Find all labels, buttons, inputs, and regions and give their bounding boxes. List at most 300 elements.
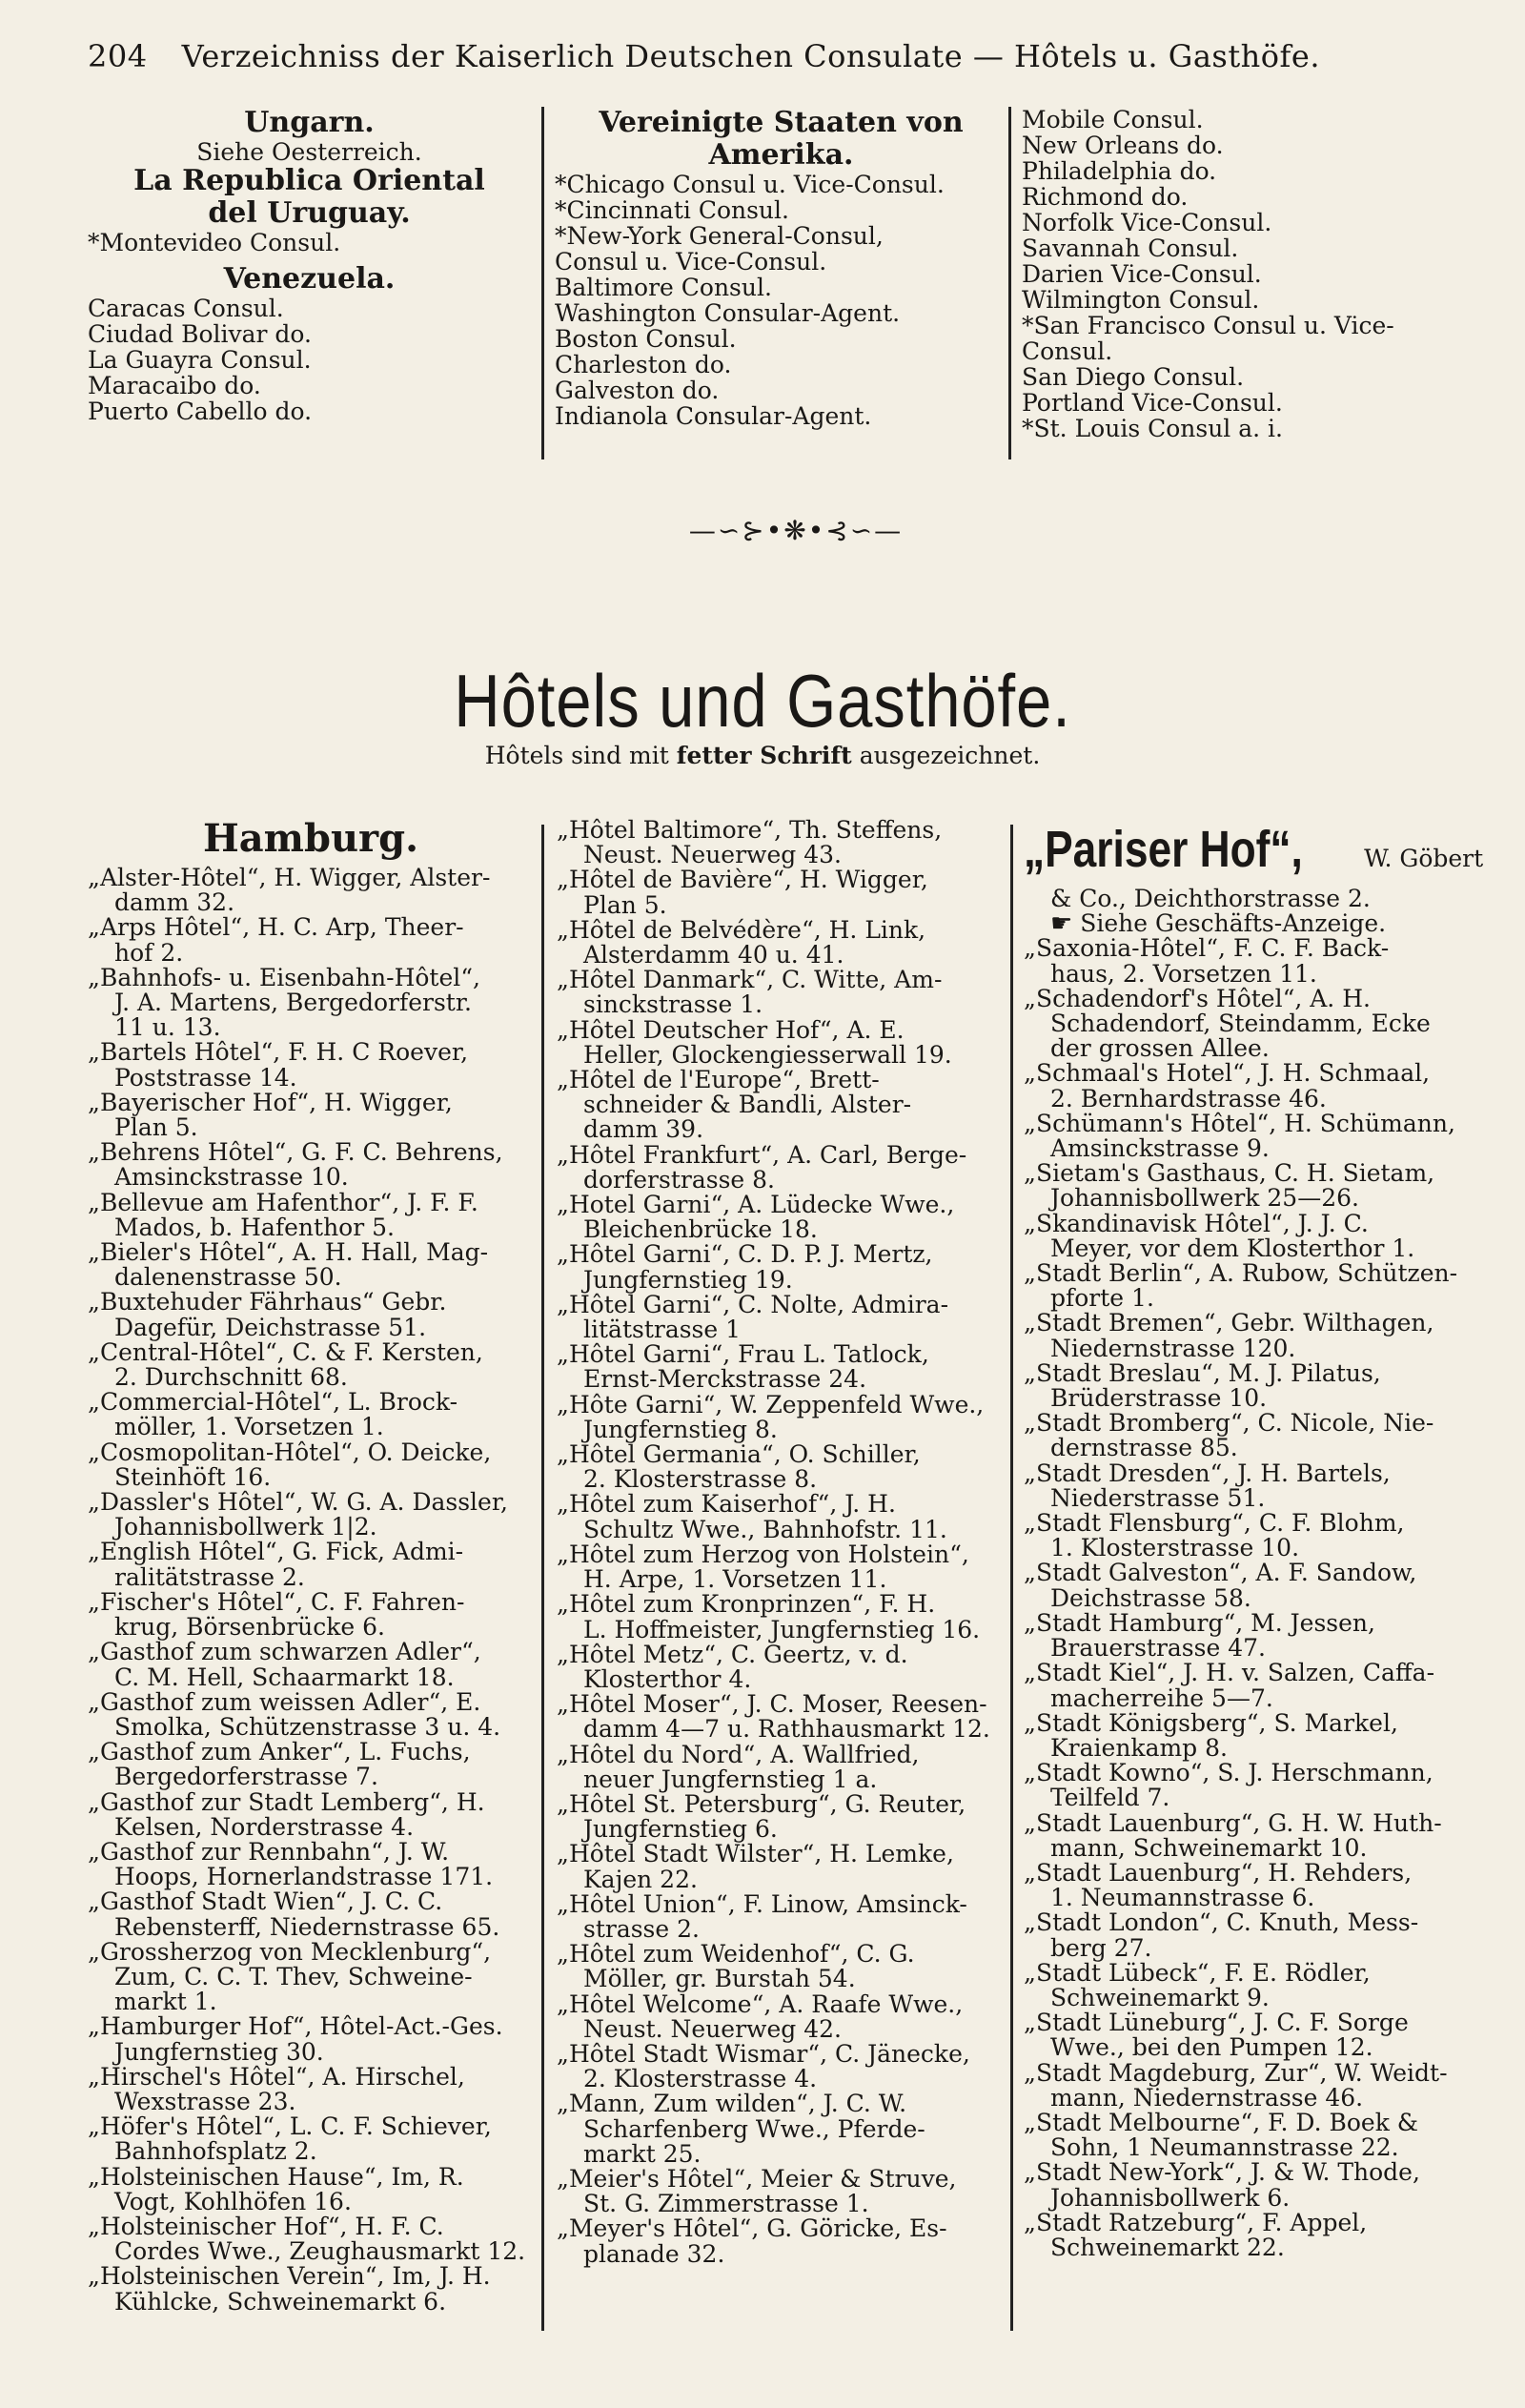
hotel-address-line: Bergedorferstrasse 7. <box>114 1763 378 1791</box>
hotel-entry <box>557 1992 1005 2042</box>
hotel-name-line: „Bieler's Hôtel“, A. H. Hall, Mag- <box>88 1238 489 1267</box>
pariser-hof-owner: W. Göbert <box>1364 845 1484 872</box>
hotel-name-line: „Stadt Lüneburg“, J. C. F. Sorge <box>1024 2009 1409 2037</box>
hotel-address-line: Klosterthor 4. <box>583 1664 752 1693</box>
consulate-line: *New-York General-Consul, <box>555 222 884 250</box>
hotel-name-line: „Behrens Hôtel“, G. F. C. Behrens, <box>88 1138 503 1167</box>
hotel-entry <box>88 1040 534 1090</box>
hotel-name-line: „Sietam's Gasthaus, C. H. Sietam, <box>1024 1159 1435 1188</box>
consulate-line: *St. Louis Consul a. i. <box>1022 415 1283 442</box>
hotel-address-line: sinckstrasse 1. <box>583 990 763 1019</box>
hotel-address-line: Neust. Neuerweg 43. <box>583 841 842 869</box>
hotel-entry <box>557 818 1005 867</box>
hotel-address-line: mann, Niedernstrasse 46. <box>1050 2083 1364 2112</box>
hotel-address-line: Cordes Wwe., Zeughausmarkt 12. <box>114 2237 526 2266</box>
hotel-name-line: „Stadt Galveston“, A. F. Sandow, <box>1024 1559 1417 1587</box>
hotel-name-line: „Meyer's Hôtel“, G. Göricke, Es- <box>557 2214 947 2243</box>
hotel-name-line: „Hôtel Baltimore“, Th. Steffens, <box>557 816 943 844</box>
hotel-name-line: „Hôtel de Bavière“, H. Wigger, <box>557 866 928 894</box>
consulate-line: Galveston do. <box>555 377 720 404</box>
hotel-entry <box>1024 1109 1481 1163</box>
consulate-column-2 <box>555 107 1007 429</box>
hotel-entry <box>557 1492 1005 1541</box>
consulate-line: Norfolk Vice-Consul. <box>1022 209 1272 236</box>
hotel-address-line: Johannisbollwerk 25—26. <box>1050 1184 1359 1213</box>
hotel-address-line: hof 2. <box>114 938 184 967</box>
hotel-entry <box>557 1442 1005 1492</box>
hotel-name-line: „Bayerischer Hof“, H. Wigger, <box>88 1088 453 1116</box>
hotel-entry <box>1024 984 1481 1063</box>
hotel-name-line: „Commercial-Hôtel“, L. Brock- <box>88 1388 458 1417</box>
hotel-address-line: Schweinemarkt 9. <box>1050 1983 1270 2011</box>
hotel-entry <box>1024 1561 1481 1610</box>
hotel-address-line: Mados, b. Hafenthor 5. <box>114 1213 395 1241</box>
hotel-entry <box>557 1640 1005 1693</box>
hotel-address-line: Amsinckstrasse 9. <box>1050 1134 1270 1163</box>
hotel-entry <box>88 2114 534 2164</box>
hotel-address-line: strasse 2. <box>583 1914 700 1943</box>
hotel-entry <box>557 1242 1005 1292</box>
column-divider <box>1010 825 1013 2331</box>
hotel-entry <box>88 1587 534 1642</box>
hotel-address-line: Poststrasse 14. <box>114 1063 297 1092</box>
hotel-entries <box>1024 936 1481 2260</box>
hotel-name-line: „Hôtel Germania“, O. Schiller, <box>557 1440 921 1469</box>
hotel-name-line: „Hôtel du Nord“, A. Wallfried, <box>557 1740 920 1768</box>
hotel-entry <box>88 915 534 965</box>
hotel-name-line: „Hôtel Metz“, C. Geertz, v. d. <box>557 1640 908 1668</box>
hotel-entries <box>88 866 534 2315</box>
hotel-address-line: Plan 5. <box>583 890 667 919</box>
hotel-entry <box>88 1240 534 1290</box>
hotel-address-line: H. Arpe, 1. Vorsetzen 11. <box>583 1565 887 1594</box>
hotel-address-line: Rebensterff, Niedernstrasse 65. <box>114 1912 500 1941</box>
section-subtitle <box>0 742 1525 769</box>
hotel-name-line: „Stadt Magdeburg, Zur“, W. Weidt- <box>1024 2058 1448 2087</box>
hotel-name-line: „Hôtel zum Herzog von Holstein“, <box>557 1540 969 1568</box>
hotel-entry <box>88 1188 534 1241</box>
consulate-line: Indianola Consular-Agent. <box>555 402 872 430</box>
hotel-name-line: „Fischer's Hôtel“, C. F. Fahren- <box>88 1587 465 1616</box>
consulate-column-3 <box>1022 107 1479 441</box>
hotel-address-line: C. M. Hell, Schaarmarkt 18. <box>114 1663 455 1691</box>
running-header <box>88 38 1320 74</box>
hotel-address-line: Brauerstrasse 47. <box>1050 1634 1266 1663</box>
hotel-name-line: „Hôtel Moser“, J. C. Moser, Reesen- <box>557 1690 987 1719</box>
hotel-entry <box>557 915 1005 969</box>
hotel-address-line: Deichstrasse 58. <box>1050 1583 1251 1612</box>
hotel-address-line: dernstrasse 85. <box>1050 1434 1238 1462</box>
hotel-entry <box>557 2039 1005 2093</box>
city-heading: Hamburg. <box>202 816 419 861</box>
hotel-entry <box>557 968 1005 1017</box>
hotel-entry <box>88 1740 534 1789</box>
consulate-line: Philadelphia do. <box>1022 157 1217 185</box>
consulate-line: Boston Consul. <box>555 325 737 353</box>
hotel-address-line: Jungfernstieg 6. <box>583 1815 778 1844</box>
hotel-address-line: Sohn, 1 Neumannstrasse 22. <box>1050 2133 1399 2162</box>
hotel-entry <box>1024 1661 1481 1710</box>
hotel-entry <box>557 2164 1005 2218</box>
hotel-name-line: „Bellevue am Hafenthor“, J. F. F. <box>88 1188 478 1216</box>
hotel-address-line: Bleichenbrücke 18. <box>583 1215 818 1244</box>
hotel-entry <box>1024 1511 1481 1561</box>
consulate-line: *Chicago Consul u. Vice-Consul. <box>555 171 945 198</box>
hotel-entry <box>1024 2010 1481 2060</box>
hotel-address-line: Kajen 22. <box>583 1865 698 1893</box>
hotel-address-line: planade 32. <box>583 2239 725 2268</box>
column-divider <box>541 107 544 459</box>
column-divider <box>541 825 544 2331</box>
hotel-address-line: haus, 2. Vorsetzen 11. <box>1050 959 1317 988</box>
hotel-name-line: „Hôtel zum Weidenhof“, C. G. <box>557 1940 915 1969</box>
hotel-address-line: krug, Börsenbrücke 6. <box>114 1613 385 1642</box>
hotel-name-line: „Stadt Bromberg“, C. Nicole, Nie- <box>1024 1409 1434 1438</box>
consulate-line: Richmond do. <box>1022 183 1189 211</box>
hotel-address-line: 2. Durchschnitt 68. <box>114 1363 348 1392</box>
hotel-name-line: „Stadt Bremen“, Gebr. Wilthagen, <box>1024 1309 1434 1337</box>
hotel-name-line: „Holsteinischen Hause“, Im, R. <box>88 2162 464 2191</box>
hotel-name-line: „Hamburger Hof“, Hôtel-Act.-Ges. <box>88 2012 503 2041</box>
hotel-name-line: „Dassler's Hôtel“, W. G. A. Dassler, <box>88 1488 509 1517</box>
hotel-name-line: „Schadendorf's Hôtel“, A. H. <box>1024 984 1371 1012</box>
hotel-address-line: Teilfeld 7. <box>1050 1784 1170 1812</box>
hotel-name-line: „Hôtel Garni“, C. D. P. J. Mertz, <box>557 1240 933 1269</box>
hotel-name-line: „Cosmopolitan-Hôtel“, O. Deicke, <box>88 1438 492 1466</box>
hotel-entry <box>1024 2208 1481 2261</box>
hotel-entry <box>88 1440 534 1490</box>
pariser-hof-entry <box>1024 821 1484 887</box>
hotel-entry <box>88 2214 534 2264</box>
hotel-name-line: „Hôtel Garni“, C. Nolte, Admira- <box>557 1290 949 1318</box>
hotel-entry <box>1024 1311 1481 1360</box>
hotel-name-line: „Gasthof zum Anker“, L. Fuchs, <box>88 1738 471 1766</box>
subtitle-post: ausgezeichnet. <box>859 742 1041 769</box>
ornamental-divider: —∽⊱•❋•⊰∽— <box>688 515 904 546</box>
hotel-entries <box>557 818 1005 2267</box>
hotel-entry <box>88 1490 534 1540</box>
usa-heading-line-1: Vereinigte Staaten von <box>599 106 964 139</box>
hotel-address-line: Wwe., bei den Pumpen 12. <box>1050 2033 1373 2062</box>
hotel-address-line: 2. Klosterstrasse 4. <box>583 2065 818 2093</box>
hotel-address-line: Plan 5. <box>114 1113 198 1142</box>
consulate-line: Washington Consular-Agent. <box>555 299 901 327</box>
hotel-name-line: „English Hôtel“, G. Fick, Admi- <box>88 1538 464 1566</box>
hotel-name-line: „Hirschel's Hôtel“, A. Hirschel, <box>88 2062 465 2091</box>
hotels-column-3 <box>1024 821 1484 2261</box>
hotel-address-line: Brüderstrasse 10. <box>1050 1384 1268 1413</box>
hotel-name-line: „Hôtel Stadt Wilster“, H. Lemke, <box>557 1840 954 1868</box>
hotel-entry <box>1024 1910 1481 1960</box>
hotel-address-line: neuer Jungfernstieg 1 a. <box>583 1765 878 1793</box>
hotel-address-line: Möller, gr. Burstah 54. <box>583 1965 856 1993</box>
hotel-address-line: litätstrasse 1 <box>583 1316 742 1344</box>
uruguay-entries <box>88 230 531 255</box>
hotel-name-line: „Stadt London“, C. Knuth, Mess- <box>1024 1908 1419 1937</box>
hotel-entry <box>557 1390 1005 1443</box>
hotel-name-line: „Saxonia-Hôtel“, F. C. F. Back- <box>1024 934 1390 963</box>
hotel-entry <box>88 1390 534 1439</box>
hotel-name-line: „Höfer's Hôtel“, L. C. F. Schiever, <box>88 2112 492 2141</box>
hotel-name-line: „Hôtel Welcome“, A. Raafe Wwe., <box>557 1990 964 2018</box>
hotel-address-line: der grossen Allee. <box>1050 1034 1270 1063</box>
hotel-name-line: „Stadt Dresden“, J. H. Bartels, <box>1024 1459 1391 1487</box>
hotel-entry <box>1024 1958 1481 2011</box>
hotel-name-line: „Arps Hôtel“, H. C. Arp, Theer- <box>88 913 464 942</box>
hotel-entry <box>557 1592 1005 1642</box>
hotel-name-line: „Hôtel Stadt Wismar“, C. Jänecke, <box>557 2039 970 2068</box>
hotel-address-line: Jungfernstieg 8. <box>583 1415 778 1443</box>
hotel-entry <box>1024 2160 1481 2210</box>
hotel-address-line: mann, Schweinemarkt 10. <box>1050 1833 1368 1862</box>
usa-heading-line-2: Amerika. <box>708 138 854 172</box>
hotel-entry <box>557 1692 1005 1742</box>
hotel-name-line: „Stadt Melbourne“, F. D. Boek & <box>1024 2108 1419 2136</box>
hotel-entry <box>557 1842 1005 1891</box>
hotel-address-line: möller, 1. Vorsetzen 1. <box>114 1413 384 1441</box>
hotel-entry <box>88 1140 534 1190</box>
ungarn-note: Siehe Oesterreich. <box>196 138 422 166</box>
hotel-entry <box>557 1193 1005 1242</box>
hotel-address-line: Ernst-Merckstrasse 24. <box>583 1365 867 1394</box>
hotel-entry <box>557 1789 1005 1844</box>
hotel-entry <box>1024 1608 1481 1663</box>
column-divider <box>1008 107 1011 459</box>
hotel-address-line: Niederstrasse 51. <box>1050 1483 1266 1512</box>
hotel-entry <box>557 867 1005 917</box>
usa-entries-continued <box>1022 107 1479 441</box>
hotels-column-2 <box>557 818 1005 2267</box>
hotel-entry <box>557 1290 1005 1344</box>
hotel-name-line: „Gasthof zum weissen Adler“, E. <box>88 1687 481 1716</box>
hotel-address-line: dalenenstrasse 50. <box>114 1263 342 1292</box>
hotel-address-line: Schadendorf, Steindamm, Ecke <box>1050 1010 1431 1038</box>
hotel-entry <box>88 1889 534 1939</box>
hotel-address-line: Zum, C. C. T. Thev, Schweine- <box>114 1962 473 1990</box>
hotel-entry <box>557 1889 1005 1943</box>
hotel-address-line: dorferstrasse 8. <box>583 1165 775 1194</box>
hotel-address-line: Heller, Glockengiesserwall 19. <box>583 1040 952 1069</box>
hotel-entry <box>1024 1858 1481 1912</box>
consulate-line: Maracaibo do. <box>88 372 261 399</box>
hotel-entry <box>88 1640 534 1689</box>
subtitle-pre: Hôtels sind mit <box>484 742 669 769</box>
venezuela-entries <box>88 296 531 424</box>
hotel-name-line: „Mann, Zum wilden“, J. C. W. <box>557 2090 907 2118</box>
consulate-line: La Guayra Consul. <box>88 346 312 374</box>
hotel-address-line: Kühlcke, Schweinemarkt 6. <box>114 2287 447 2316</box>
hotel-name-line: „Holsteinischer Hof“, H. F. C. <box>88 2212 444 2240</box>
hotel-address-line: Jungfernstieg 19. <box>583 1265 793 1294</box>
hotel-name-line: „Hôtel de l'Europe“, Brett- <box>557 1066 880 1094</box>
hotel-name-line: „Central-Hôtel“, C. & F. Kersten, <box>88 1337 483 1366</box>
hotel-address-line: Scharfenberg Wwe., Pferde- <box>583 2114 925 2143</box>
consulate-line: Wilmington Consul. <box>1022 286 1260 314</box>
pariser-hof-note <box>1024 909 1481 939</box>
hotel-name-line: „Hôtel Deutscher Hof“, A. E. <box>557 1015 905 1044</box>
hotel-name-line: „Stadt Flensburg“, C. F. Blohm, <box>1024 1509 1405 1538</box>
hotel-name-line: „Stadt Ratzeburg“, F. Appel, <box>1024 2208 1368 2236</box>
hotel-name-line: „Stadt New-York“, J. & W. Thode, <box>1024 2158 1420 2187</box>
consulate-line: Charleston do. <box>555 351 732 378</box>
hotel-entry <box>557 1342 1005 1392</box>
consulate-line: Mobile Consul. <box>1022 106 1204 133</box>
hotel-name-line: „Gasthof Stadt Wien“, J. C. C. <box>88 1888 443 1916</box>
hotel-entry <box>1024 1209 1481 1262</box>
hotel-entry <box>1024 1161 1481 1211</box>
hotel-entry <box>88 1290 534 1339</box>
hotel-address-line: berg 27. <box>1050 1933 1152 1962</box>
hotel-name-line: „Hôtel St. Petersburg“, G. Reuter, <box>557 1789 966 1818</box>
uruguay-heading-line-2: del Uruguay. <box>208 196 411 230</box>
hotel-entry <box>88 1837 534 1891</box>
hotel-address-line: schneider & Bandli, Alster- <box>583 1091 912 1119</box>
hotel-address-line: markt 1. <box>114 1988 217 2016</box>
hotel-entry <box>1024 936 1481 986</box>
hotel-entry <box>88 866 534 915</box>
hotel-name-line: „Stadt Berlin“, A. Rubow, Schützen- <box>1024 1259 1458 1288</box>
consulate-line: Puerto Cabello do. <box>88 398 313 425</box>
hotel-entry <box>1024 1761 1481 1810</box>
hotel-name-line: „Stadt Lübeck“, F. E. Rödler, <box>1024 1958 1371 1987</box>
hotel-address-line: Smolka, Schützenstrasse 3 u. 4. <box>114 1712 501 1741</box>
hotel-entry <box>88 1540 534 1589</box>
consulate-column-1 <box>88 107 531 424</box>
hotel-entry <box>1024 1708 1481 1762</box>
hotel-address-line: Alsterdamm 40 u. 41. <box>583 941 844 969</box>
hotel-name-line: „Buxtehuder Fährhaus“ Gebr. <box>88 1288 447 1316</box>
hotel-name-line: „Gasthof zur Stadt Lemberg“, H. <box>88 1787 485 1816</box>
hotel-entry <box>88 1787 534 1841</box>
pariser-hof-note-text: Siehe Geschäfts-Anzeige. <box>1080 909 1387 938</box>
hotel-address-line: 2. Bernhardstrasse 46. <box>1050 1084 1327 1112</box>
usa-entries <box>555 172 1007 429</box>
hotel-name-line: „Skandinavisk Hôtel“, J. J. C. <box>1024 1209 1369 1237</box>
hotel-entry <box>88 2062 534 2115</box>
hotel-address-line: pforte 1. <box>1050 1284 1154 1313</box>
consulate-line: *San Francisco Consul u. Vice- <box>1022 312 1394 339</box>
hotel-entry <box>1024 1808 1481 1862</box>
pariser-hof-name: „Pariser Hof“, <box>1024 821 1303 878</box>
hotel-address-line: Neust. Neuerweg 42. <box>583 2014 842 2043</box>
hotel-name-line: „Stadt Lauenburg“, G. H. W. Huth- <box>1024 1808 1442 1837</box>
hotel-address-line: 1. Klosterstrasse 10. <box>1050 1534 1300 1562</box>
hotel-address-line: Johannisbollwerk 6. <box>1050 2183 1291 2212</box>
hotel-entry <box>557 1068 1005 1143</box>
hotel-address-line: Niedernstrasse 120. <box>1050 1334 1296 1362</box>
hotel-name-line: „Hotel Garni“, A. Lüdecke Wwe., <box>557 1191 955 1219</box>
hotel-address-line: Hoops, Hornerlandstrasse 171. <box>114 1863 494 1891</box>
hotel-address-line: 1. Neumannstrasse 6. <box>1050 1884 1315 1912</box>
hotel-name-line: „Holsteinischen Verein“, Im, J. H. <box>88 2262 491 2291</box>
consulate-line: Savannah Consul. <box>1022 235 1239 262</box>
hotel-entry <box>88 1687 534 1741</box>
pariser-hof-address: & Co., Deichthorstrasse 2. <box>1050 885 1371 912</box>
hotel-entry <box>1024 1461 1481 1511</box>
hotel-name-line: „Stadt Kowno“, S. J. Herschmann, <box>1024 1759 1434 1787</box>
hotel-address-line: ralitätstrasse 2. <box>114 1562 305 1591</box>
hotel-name-line: „Schmaal's Hotel“, J. H. Schmaal, <box>1024 1059 1431 1088</box>
hotel-address-line: Steinhöft 16. <box>114 1462 272 1491</box>
consulate-line: *Montevideo Consul. <box>88 229 341 256</box>
hotel-entry <box>1024 1411 1481 1460</box>
hotel-name-line: „Alster-Hôtel“, H. Wigger, Alster- <box>88 864 491 891</box>
hotel-address-line: Meyer, vor dem Klosterthor 1. <box>1050 1234 1415 1262</box>
hotel-name-line: „Gasthof zum schwarzen Adler“, <box>88 1638 481 1666</box>
hotel-address-line: Bahnhofsplatz 2. <box>114 2137 317 2166</box>
hotel-address-line: markt 25. <box>583 2139 702 2168</box>
hotel-entry <box>557 2092 1005 2167</box>
hotel-name-line: „Stadt Lauenburg“, H. Rehders, <box>1024 1858 1413 1887</box>
hotel-name-line: „Schümann's Hôtel“, H. Schümann, <box>1024 1109 1455 1137</box>
consulate-line: Caracas Consul. <box>88 295 284 322</box>
hotel-entry <box>557 2216 1005 2266</box>
hotel-entry <box>88 1937 534 2016</box>
hotel-entry <box>88 1088 534 1142</box>
hotel-name-line: „Hôtel Union“, F. Linow, Amsinck- <box>557 1889 967 1918</box>
hotel-address-line: Schweinemarkt 22. <box>1050 2233 1285 2261</box>
hotel-entry <box>1024 2108 1481 2162</box>
subtitle-bold: fetter Schrift <box>676 742 852 769</box>
hotel-name-line: „Gasthof zur Rennbahn“, J. W. <box>88 1837 450 1866</box>
hotel-entry <box>88 2264 534 2314</box>
hotel-name-line: „Bahnhofs- u. Eisenbahn-Hôtel“, <box>88 963 480 991</box>
hotel-entry <box>557 1942 1005 1991</box>
hotel-address-line: damm 4—7 u. Rathhausmarkt 12. <box>583 1715 990 1744</box>
hotel-entry <box>88 2162 534 2215</box>
hotels-column-1 <box>88 818 534 2315</box>
hotel-entry <box>88 963 534 1042</box>
hotel-address-line: St. G. Zimmerstrasse 1. <box>583 2190 869 2218</box>
running-title: Verzeichniss der Kaiserlich Deutschen Consulate — Hôtels u. Gasthöfe. <box>181 38 1320 74</box>
hotel-name-line: „Stadt Hamburg“, M. Jessen, <box>1024 1608 1375 1637</box>
page-number: 204 <box>88 38 148 74</box>
hotel-name-line: „Hôte Garni“, W. Zeppenfeld Wwe., <box>557 1390 985 1418</box>
hotel-address-line: macherreihe 5—7. <box>1050 1684 1273 1712</box>
hotel-address-line: Jungfernstieg 30. <box>114 2037 324 2066</box>
consulate-line: Darien Vice-Consul. <box>1022 260 1262 288</box>
hotel-name-line: „Meier's Hôtel“, Meier & Struve, <box>557 2164 957 2193</box>
hotel-name-line: „Stadt Kiel“, J. H. v. Salzen, Caffa- <box>1024 1659 1435 1687</box>
hotel-address-line: damm 32. <box>114 888 235 917</box>
uruguay-heading-line-1: La Republica Oriental <box>133 164 485 197</box>
consulate-line: *Cincinnati Consul. <box>555 196 789 224</box>
hotel-address-line: J. A. Martens, Bergedorferstr. <box>114 989 472 1017</box>
consulate-line: New Orleans do. <box>1022 132 1224 159</box>
hotel-address-line: Dagefür, Deichstrasse 51. <box>114 1313 427 1341</box>
hotel-entry <box>557 1542 1005 1592</box>
hotel-name-line: „Hôtel Frankfurt“, A. Carl, Berge- <box>557 1140 967 1169</box>
consulate-line: Baltimore Consul. <box>555 274 772 301</box>
hotel-name-line: „Stadt Breslau“, M. J. Pilatus, <box>1024 1358 1381 1387</box>
hotel-address-line: Johannisbollwerk 1|2. <box>114 1513 377 1541</box>
section-title: Hôtels und Gasthöfe. <box>454 659 1071 743</box>
consulate-line: Ciudad Bolivar do. <box>88 320 312 348</box>
consulate-line: Portland Vice-Consul. <box>1022 389 1283 417</box>
hotel-name-line: „Bartels Hôtel“, F. H. C Roever, <box>88 1038 469 1067</box>
hotel-address-line: Kelsen, Norderstrasse 4. <box>114 1812 415 1841</box>
hotel-address-line: Kraienkamp 8. <box>1050 1733 1228 1762</box>
consulate-line: Consul. <box>1022 337 1113 365</box>
hotel-name-line: „Hôtel zum Kronprinzen“, F. H. <box>557 1590 936 1619</box>
hotel-address-line: Amsinckstrasse 10. <box>114 1163 349 1192</box>
hotel-name-line: „Hôtel zum Kaiserhof“, J. H. <box>557 1490 896 1519</box>
hotel-name-line: „Hôtel de Belvédère“, H. Link, <box>557 915 926 944</box>
ungarn-heading: Ungarn. <box>244 106 375 139</box>
hotel-entry <box>1024 2058 1481 2112</box>
consulate-line: San Diego Consul. <box>1022 363 1245 391</box>
hotel-address-line: Wexstrasse 23. <box>114 2087 296 2115</box>
